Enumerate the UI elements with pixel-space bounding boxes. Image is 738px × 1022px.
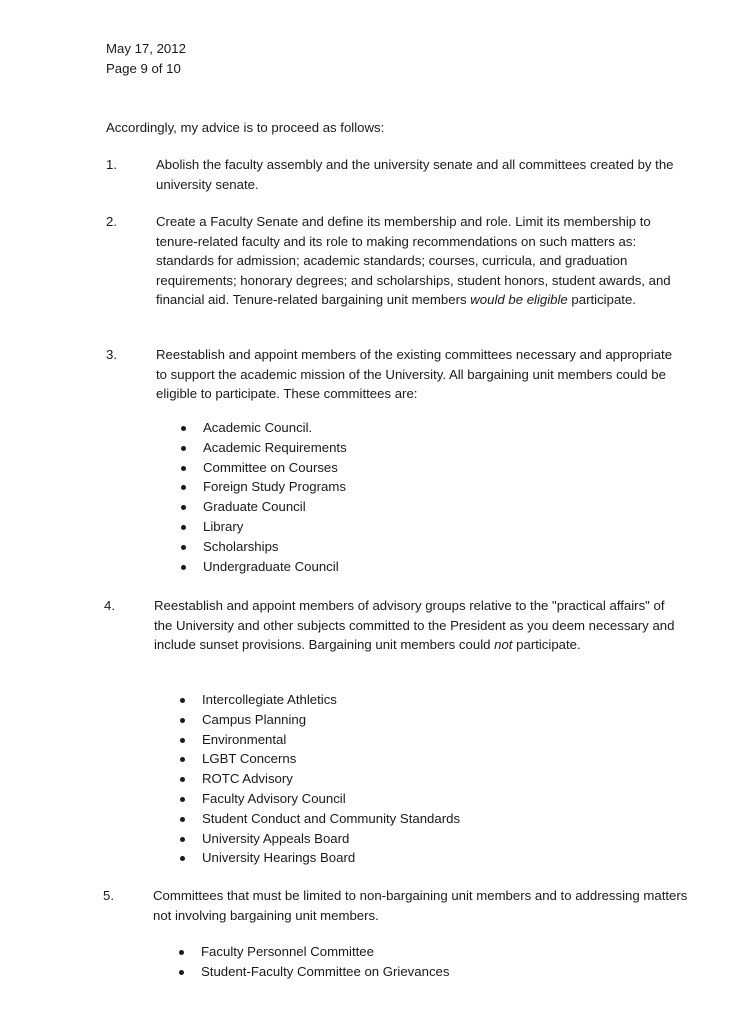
item-3-committee-list: [178, 418, 347, 576]
item-number: 3.: [106, 347, 117, 362]
item-5-committee-list: [176, 942, 449, 982]
item-number: 1.: [106, 157, 117, 172]
list-item: Academic Council.: [178, 418, 347, 438]
list-item: University Hearings Board: [177, 848, 460, 868]
item-text-main: Reestablish and appoint members of advisory groups relative to the "practical affairs" of the University and other subjects committed to the President as you deem necessary and include sunset provisions. Bargaining unit members could: [154, 598, 675, 652]
list-item: Committee on Courses: [178, 458, 347, 478]
item-number: 2.: [106, 214, 117, 229]
list-item: Scholarships: [178, 537, 347, 557]
item-text: Reestablish and appoint members of the existing committees necessary and appropriate to support the academic mission of the University. All bargaining unit members could be eligible to participate. These committees are:: [156, 347, 673, 401]
list-item: Library: [178, 517, 347, 537]
item-number: 4.: [104, 598, 115, 613]
list-item: Student-Faculty Committee on Grievances: [176, 962, 449, 982]
item-text-end: participate.: [512, 637, 581, 652]
item-text: Committees that must be limited to non-bargaining unit members and to addressing matters not involving bargaining unit members.: [153, 888, 688, 923]
item-text-emphasis: would be eligible: [470, 292, 568, 307]
list-item: Intercollegiate Athletics: [177, 690, 460, 710]
item-4-advisory-list: [177, 690, 460, 868]
item-text-end: participate.: [567, 292, 636, 307]
header-date: May 17, 2012: [106, 41, 186, 56]
list-item: Graduate Council: [178, 497, 347, 517]
list-item: Academic Requirements: [178, 438, 347, 458]
list-item: Student Conduct and Community Standards: [177, 809, 460, 829]
item-text: [154, 596, 682, 655]
item-number: 5.: [103, 888, 114, 903]
header-page-number: Page 9 of 10: [106, 61, 181, 76]
page-header: [106, 39, 186, 79]
list-item: ROTC Advisory: [177, 769, 460, 789]
list-item: Faculty Advisory Council: [177, 789, 460, 809]
list-item: Foreign Study Programs: [178, 477, 347, 497]
list-item: Campus Planning: [177, 710, 460, 730]
intro-paragraph: Accordingly, my advice is to proceed as follows:: [106, 120, 385, 135]
item-text: [156, 212, 690, 310]
list-item: University Appeals Board: [177, 829, 460, 849]
list-item: Undergraduate Council: [178, 557, 347, 577]
item-text: Abolish the faculty assembly and the university senate and all committees created by the university senate.: [156, 157, 674, 192]
list-item: Environmental: [177, 730, 460, 750]
list-item: LGBT Concerns: [177, 749, 460, 769]
item-text-main: Create a Faculty Senate and define its membership and role. Limit its membership to tenure-related faculty and its role to making recommendations on such matters as: standards for admission; academic standards; courses, curricula, and graduation requirements; honorary degrees; and scholarships, student honors, student awards, and financial aid. Tenure-related bargaining unit members: [156, 214, 671, 307]
list-item: Faculty Personnel Committee: [176, 942, 449, 962]
item-text-emphasis: not: [494, 637, 513, 652]
